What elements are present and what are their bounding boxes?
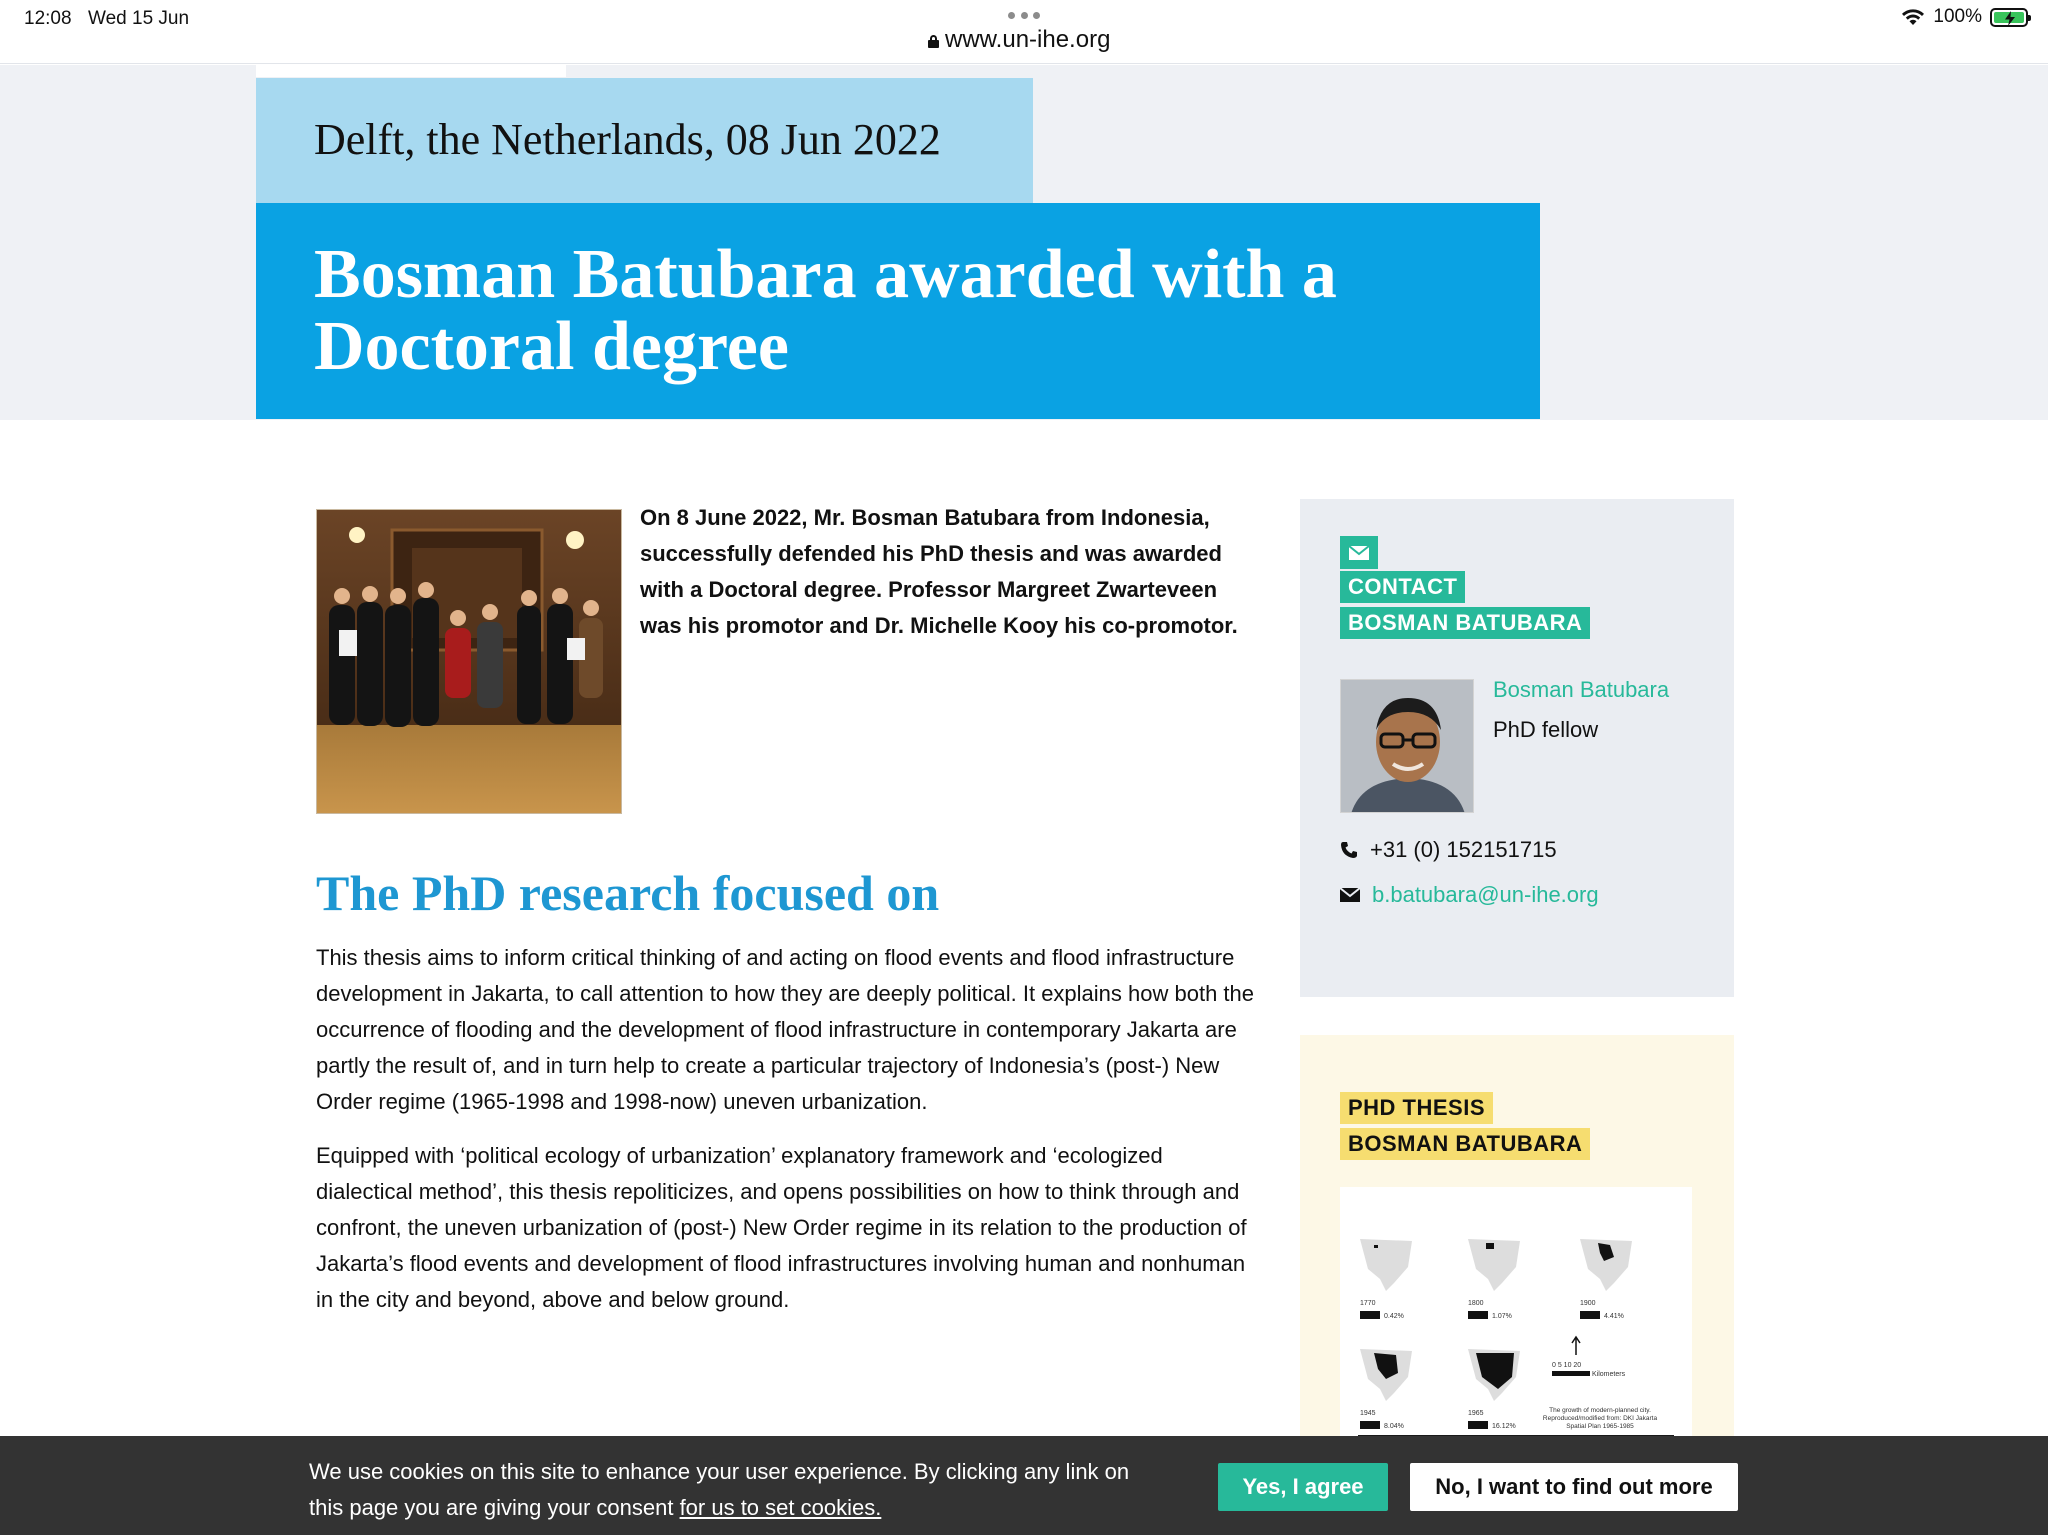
status-bar: [0, 0, 2048, 64]
url-text: www.un-ihe.org: [945, 26, 1111, 53]
map-year: 1770: [1360, 1300, 1376, 1307]
contact-label: CONTACT: [1340, 571, 1465, 603]
battery-percent: 100%: [1933, 6, 1982, 27]
dateline: Delft, the Netherlands, 08 Jun 2022: [314, 115, 941, 164]
cookie-message-text: We use cookies on this site to enhance your user experience. By clicking any link on this page you are giving your consent: [309, 1459, 1130, 1520]
contact-card: [1300, 499, 1734, 997]
phone-number: +31 (0) 152151715: [1370, 837, 1557, 862]
envelope-icon: [1340, 888, 1360, 902]
map-percent: 16.12%: [1492, 1423, 1516, 1430]
wifi-icon: [1901, 8, 1925, 26]
ceremony-photo: [316, 509, 622, 814]
email-link[interactable]: b.batubara@un-ihe.org: [1372, 882, 1599, 907]
north-arrow-icon: [1572, 1337, 1580, 1355]
cookie-banner: [0, 1436, 2048, 1535]
scale-legend: [1552, 1337, 1626, 1378]
scale-unit: Kilometers: [1592, 1371, 1626, 1378]
multitasking-dots-icon[interactable]: [1008, 12, 1040, 20]
map-percent: 8.04%: [1384, 1423, 1404, 1430]
map-year: 1800: [1468, 1300, 1484, 1307]
map-percent: 4.41%: [1604, 1313, 1624, 1320]
phone-row[interactable]: [1340, 837, 1557, 863]
contact-role: PhD fellow: [1493, 717, 1599, 742]
phone-icon: [1340, 841, 1358, 859]
map-percent: 0.42%: [1384, 1313, 1404, 1320]
status-time: 12:08: [24, 8, 72, 29]
email-row[interactable]: [1340, 882, 1599, 908]
contact-name-label: BOSMAN BATUBARA: [1340, 607, 1590, 639]
dateline-box: [256, 78, 1033, 204]
status-date: Wed 15 Jun: [88, 8, 190, 29]
map-year: 1965: [1468, 1410, 1484, 1417]
article-lead: On 8 June 2022, Mr. Bosman Batubara from Indonesia, successfully defended his PhD thesis and was awarded with a Doctoral degree. Professor Margreet Zwarteveen was his promotor and Dr. Michelle Kooy his co-promotor.: [640, 505, 1238, 638]
title-box: [256, 203, 1540, 419]
hero-banner: [0, 65, 2048, 420]
agree-button[interactable]: Yes, I agree: [1218, 1463, 1388, 1511]
article-paragraph: This thesis aims to inform critical thinking of and acting on flood events and flood infrastructure development in Jakarta, to call attention to how they are deeply political. It explains how both the occurrence of flooding and the development of flood infrastructure in contemporary Jakarta are partly the result of, and in turn help to create a particular trajectory of Indonesia’s (post-) New Order regime (1965-1998 and 1998-now) uneven urbanization.: [316, 945, 1255, 1114]
lock-icon: [928, 35, 939, 48]
map-percent: 1.07%: [1492, 1313, 1512, 1320]
find-out-more-button[interactable]: No, I want to find out more: [1410, 1463, 1738, 1511]
article-paragraph: Equipped with ‘political ecology of urbanization’ explanatory framework and ‘ecologized dialectical method’, this thesis repoliticizes, and opens possibilities on how to think through and confront, the uneven urbanization of (post-) New Order regime in its relation to the production of Jakarta’s flood events and development of flood infrastructures involving human and nonhuman in the city and beyond, above and below ground.: [316, 1143, 1247, 1312]
map-panel: [1360, 1239, 1412, 1320]
avatar: [1340, 679, 1474, 813]
map-year: 1900: [1580, 1300, 1596, 1307]
status-right: [1901, 6, 2028, 28]
map-panel: [1360, 1349, 1412, 1430]
map-panel: [1468, 1239, 1520, 1320]
map-year: 1945: [1360, 1410, 1376, 1417]
section-title: The PhD research focused on: [316, 865, 940, 921]
map-panel: [1580, 1239, 1632, 1320]
envelope-icon: [1340, 536, 1378, 569]
thesis-label: PHD THESIS: [1340, 1092, 1493, 1124]
cookie-message: [309, 1454, 1139, 1526]
thesis-author-label: BOSMAN BATUBARA: [1340, 1128, 1590, 1160]
address-bar[interactable]: [928, 26, 1110, 54]
battery-icon: [1990, 8, 2028, 27]
scale-label: 0 5 10 20: [1552, 1362, 1582, 1369]
contact-name-link[interactable]: Bosman Batubara: [1493, 677, 1670, 702]
hero-tab-strip: [256, 65, 566, 77]
cookie-link[interactable]: for us to set cookies.: [679, 1495, 882, 1520]
map-panel: [1468, 1349, 1520, 1430]
map-caption: The growth of modern-planned city. Reproduced/modified from: DKI Jakarta Spatial Plan 1965-1985: [1542, 1407, 1658, 1430]
page-title: Bosman Batubara awarded with a Doctoral degree: [314, 236, 1337, 385]
